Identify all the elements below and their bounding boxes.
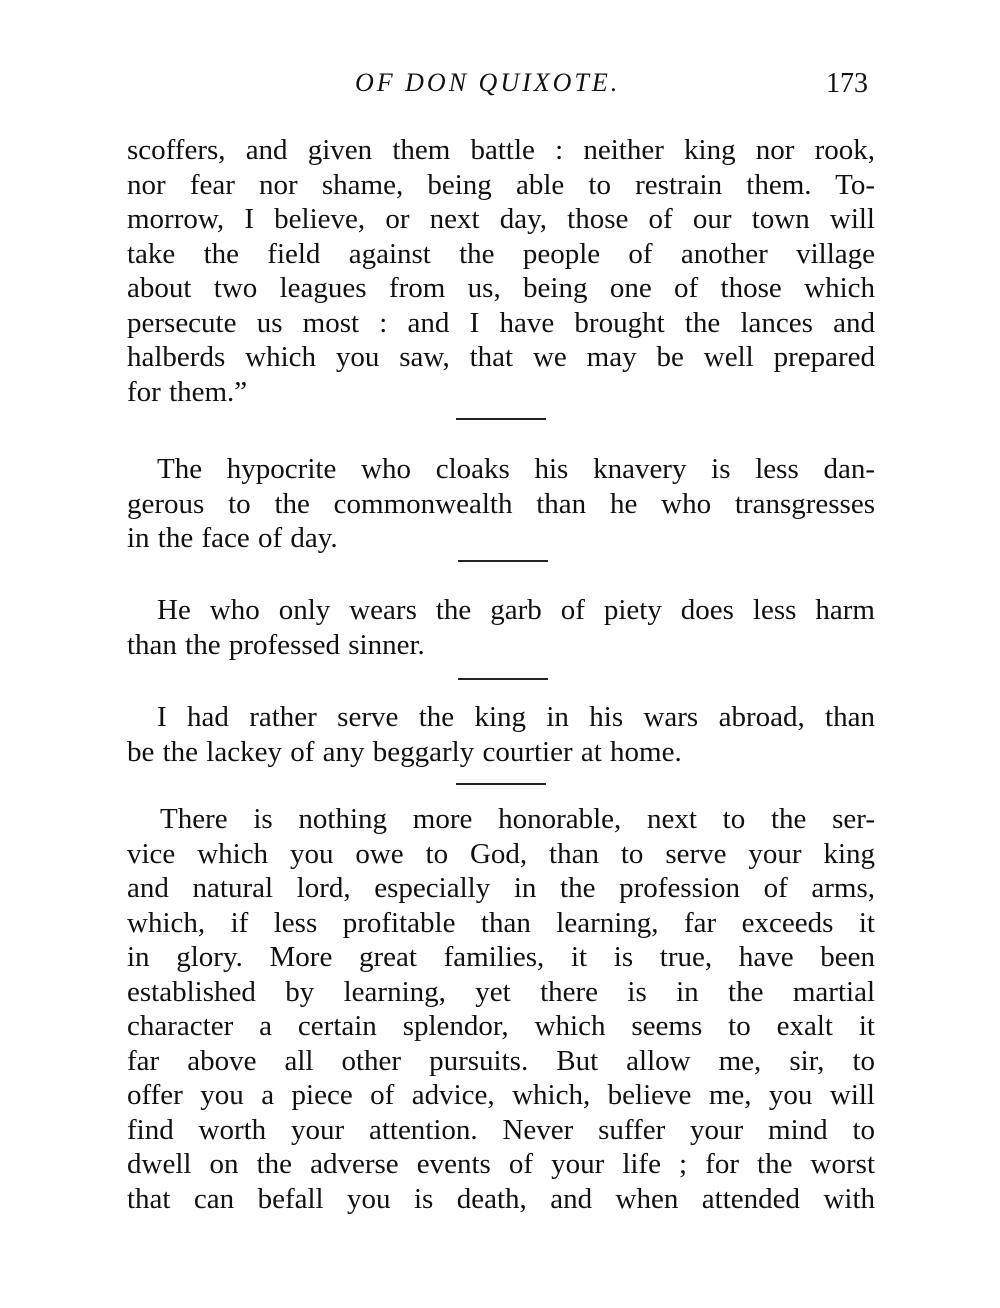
text-line: which, if less profitable than learning, far exceeds it: [127, 906, 875, 939]
text-line: take the field against the people of another village: [127, 237, 875, 270]
text-line: established by learning, yet there is in the martial: [127, 975, 875, 1008]
text-line: about two leagues from us, being one of those which: [127, 272, 875, 304]
text-line: halberds which you saw, that we may be well prepared: [127, 341, 875, 373]
text-line: gerous to the commonwealth than he who transgresses: [127, 487, 875, 520]
text-line: that can befall you is death, and when attended with: [127, 1182, 875, 1215]
running-title: OF DON QUIXOTE.: [355, 68, 621, 97]
text-line: persecute us most : and I have brought the lances and: [127, 306, 875, 339]
text-line: in the face of day.: [127, 522, 338, 554]
paragraph-1: [127, 133, 875, 409]
text-line: There is nothing more honorable, next to the ser-: [160, 803, 875, 835]
text-line: nor fear nor shame, being able to restrain them. To-: [127, 168, 875, 201]
page-header: [0, 68, 1000, 108]
section-divider: [458, 560, 548, 562]
section-divider: [458, 678, 548, 680]
text-line: scoffers, and given them battle : neither king nor rook,: [127, 134, 875, 166]
text-line: offer you a piece of advice, which, believe me, you will: [127, 1079, 875, 1111]
text-line: dwell on the adverse events of your life ; for the worst: [127, 1148, 875, 1180]
text-line: I had rather serve the king in his wars abroad, than: [157, 701, 875, 733]
section-divider: [456, 418, 546, 420]
text-line: in glory. More great families, it is true, have been: [127, 941, 875, 973]
text-line: morrow, I believe, or next day, those of our town will: [127, 203, 875, 235]
text-line: vice which you owe to God, than to serve your king: [127, 837, 875, 870]
paragraph-4: [127, 700, 875, 769]
section-divider: [456, 783, 546, 785]
page-number: 173: [826, 68, 868, 99]
paragraph-3: [127, 593, 875, 662]
text-line: be the lackey of any beggarly courtier at home.: [127, 735, 682, 768]
text-line: He who only wears the garb of piety does less harm: [157, 594, 875, 626]
text-line: than the professed sinner.: [127, 628, 425, 661]
paragraph-5: [127, 802, 875, 1216]
text-line: find worth your attention. Never suffer your mind to: [127, 1113, 875, 1146]
text-line: character a certain splendor, which seems to exalt it: [127, 1010, 875, 1042]
text-line: for them.”: [127, 375, 248, 408]
text-line: The hypocrite who cloaks his knavery is less dan-: [157, 453, 875, 485]
text-line: and natural lord, especially in the profession of arms,: [127, 872, 875, 904]
paragraph-2: [127, 452, 875, 556]
text-line: far above all other pursuits. But allow me, sir, to: [127, 1044, 875, 1077]
